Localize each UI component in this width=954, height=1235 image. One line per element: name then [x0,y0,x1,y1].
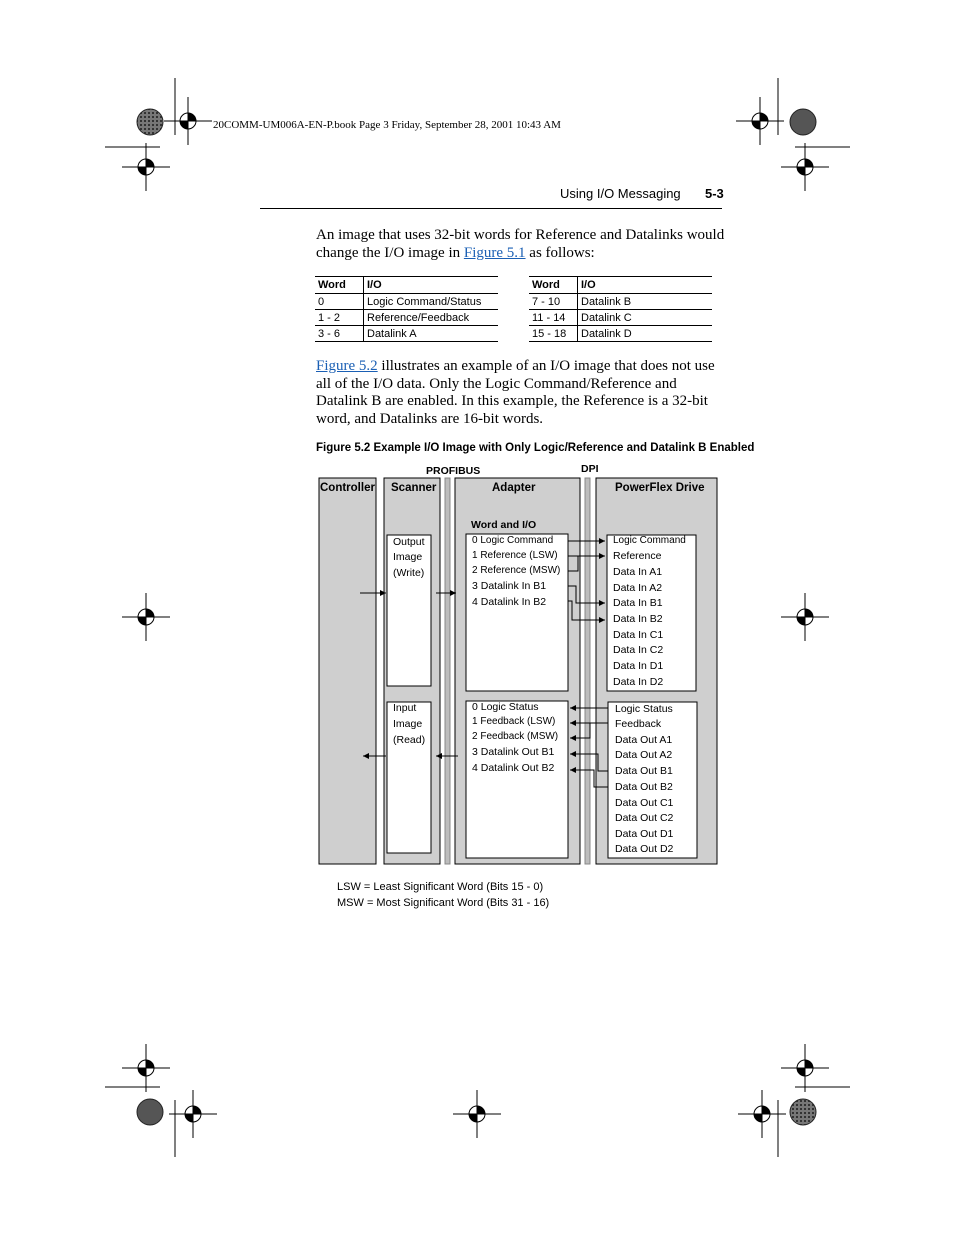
drive-output-item: Data Out A1 [615,734,673,746]
table-cell: Datalink A [364,326,499,342]
word-and-io-label: Word and I/O [471,519,537,531]
paragraph-text: illustrates an example of an I/O image that does not use all of the I/O data. Only the Logic Command/Reference and Datalink B are enabled. In this example, the Reference is a 32-bit word, and Datalinks are 16-bit words. [316,358,715,427]
output-image-label: Image [393,551,423,563]
paragraph-text: as follows: [525,244,595,261]
paragraph-text: An image that uses 32-bit words for Reference and Datalinks would change the I/O image in [316,227,725,261]
page-number: 5-3 [705,186,724,201]
controller-heading: Controller [320,482,375,494]
adapter-input-item: 2 Feedback (MSW) [472,731,559,742]
table-cell: Datalink D [578,326,713,342]
drive-input-item: Data In B1 [613,597,663,609]
table-header-io: I/O [578,277,713,294]
profibus-bus [445,478,450,864]
drive-output-item: Feedback [615,718,662,730]
drive-input-item: Data In D1 [613,660,664,672]
figure-5-2-link[interactable]: Figure 5.2 [316,358,378,374]
drive-input-item: Data In B2 [613,613,663,625]
table-header-word: Word [529,277,578,294]
adapter-output-item: 2 Reference (MSW) [472,565,561,576]
output-image-label: (Write) [393,567,425,579]
table-cell: Reference/Feedback [364,310,499,326]
running-head-title: Using I/O Messaging [560,186,681,201]
controller-panel [319,478,376,864]
drive-input-item: Data In A2 [613,582,663,594]
adapter-output-item: 4 Datalink In B2 [472,596,547,608]
figure-caption: Figure 5.2 Example I/O Image with Only Logic/Reference and Datalink B Enabled [316,442,755,454]
scanner-heading: Scanner [391,482,437,494]
figure-5-1-link[interactable]: Figure 5.1 [463,244,526,261]
table-cell: 11 - 14 [529,310,578,326]
drive-output-item: Data Out B2 [615,781,673,793]
adapter-input-item: 1 Feedback (LSW) [472,716,556,727]
table-cell: Logic Command/Status [364,294,499,310]
book-file-header: 20COMM-UM006A-EN-P.book Page 3 Friday, September 28, 2001 10:43 AM [213,119,561,131]
table-cell: Datalink C [578,310,713,326]
drive-output-item: Data Out D1 [615,828,674,840]
adapter-input-item: 4 Datalink Out B2 [472,762,555,774]
drive-input-item: Reference [613,550,662,562]
drive-input-item: Data In C2 [613,644,664,656]
adapter-input-item: 3 Datalink Out B1 [472,746,555,758]
table-header-word: Word [315,277,364,294]
table-cell: Datalink B [578,294,713,310]
drive-input-item: Data In A1 [613,566,663,578]
drive-input-item: Data In C1 [613,629,664,641]
drive-output-item: Logic Status [615,703,673,715]
adapter-output-item: 1 Reference (LSW) [472,550,558,561]
drive-output-item: Data Out C2 [615,812,674,824]
dpi-label: DPI [581,463,599,475]
adapter-input-item: 0 Logic Status [472,701,539,713]
drive-output-item: Data Out B1 [615,765,673,777]
input-image-label: (Read) [393,734,426,746]
profibus-label: PROFIBUS [426,465,481,477]
table-cell: 3 - 6 [315,326,364,342]
table-cell: 7 - 10 [529,294,578,310]
input-image-label: Image [393,718,423,730]
table-cell: 15 - 18 [529,326,578,342]
adapter-heading: Adapter [492,482,536,494]
output-image-label: Output [393,536,425,548]
drive-input-item: Data In D2 [613,676,664,688]
table-cell: 1 - 2 [315,310,364,326]
table-header-io: I/O [364,277,499,294]
drive-output-item: Data Out D2 [615,843,674,855]
msw-note: MSW = Most Significant Word (Bits 31 - 16) [337,897,550,909]
drive-input-item: Logic Command [613,535,686,546]
adapter-output-item: 3 Datalink In B1 [472,580,547,592]
table-cell: 0 [315,294,364,310]
drive-heading: PowerFlex Drive [615,482,705,494]
drive-output-item: Data Out C1 [615,797,674,809]
lsw-note: LSW = Least Significant Word (Bits 15 - 0) [337,881,544,893]
adapter-output-item: 0 Logic Command [472,535,554,546]
drive-output-item: Data Out A2 [615,749,673,761]
dpi-bus [585,478,590,864]
input-image-label: Input [393,702,417,714]
